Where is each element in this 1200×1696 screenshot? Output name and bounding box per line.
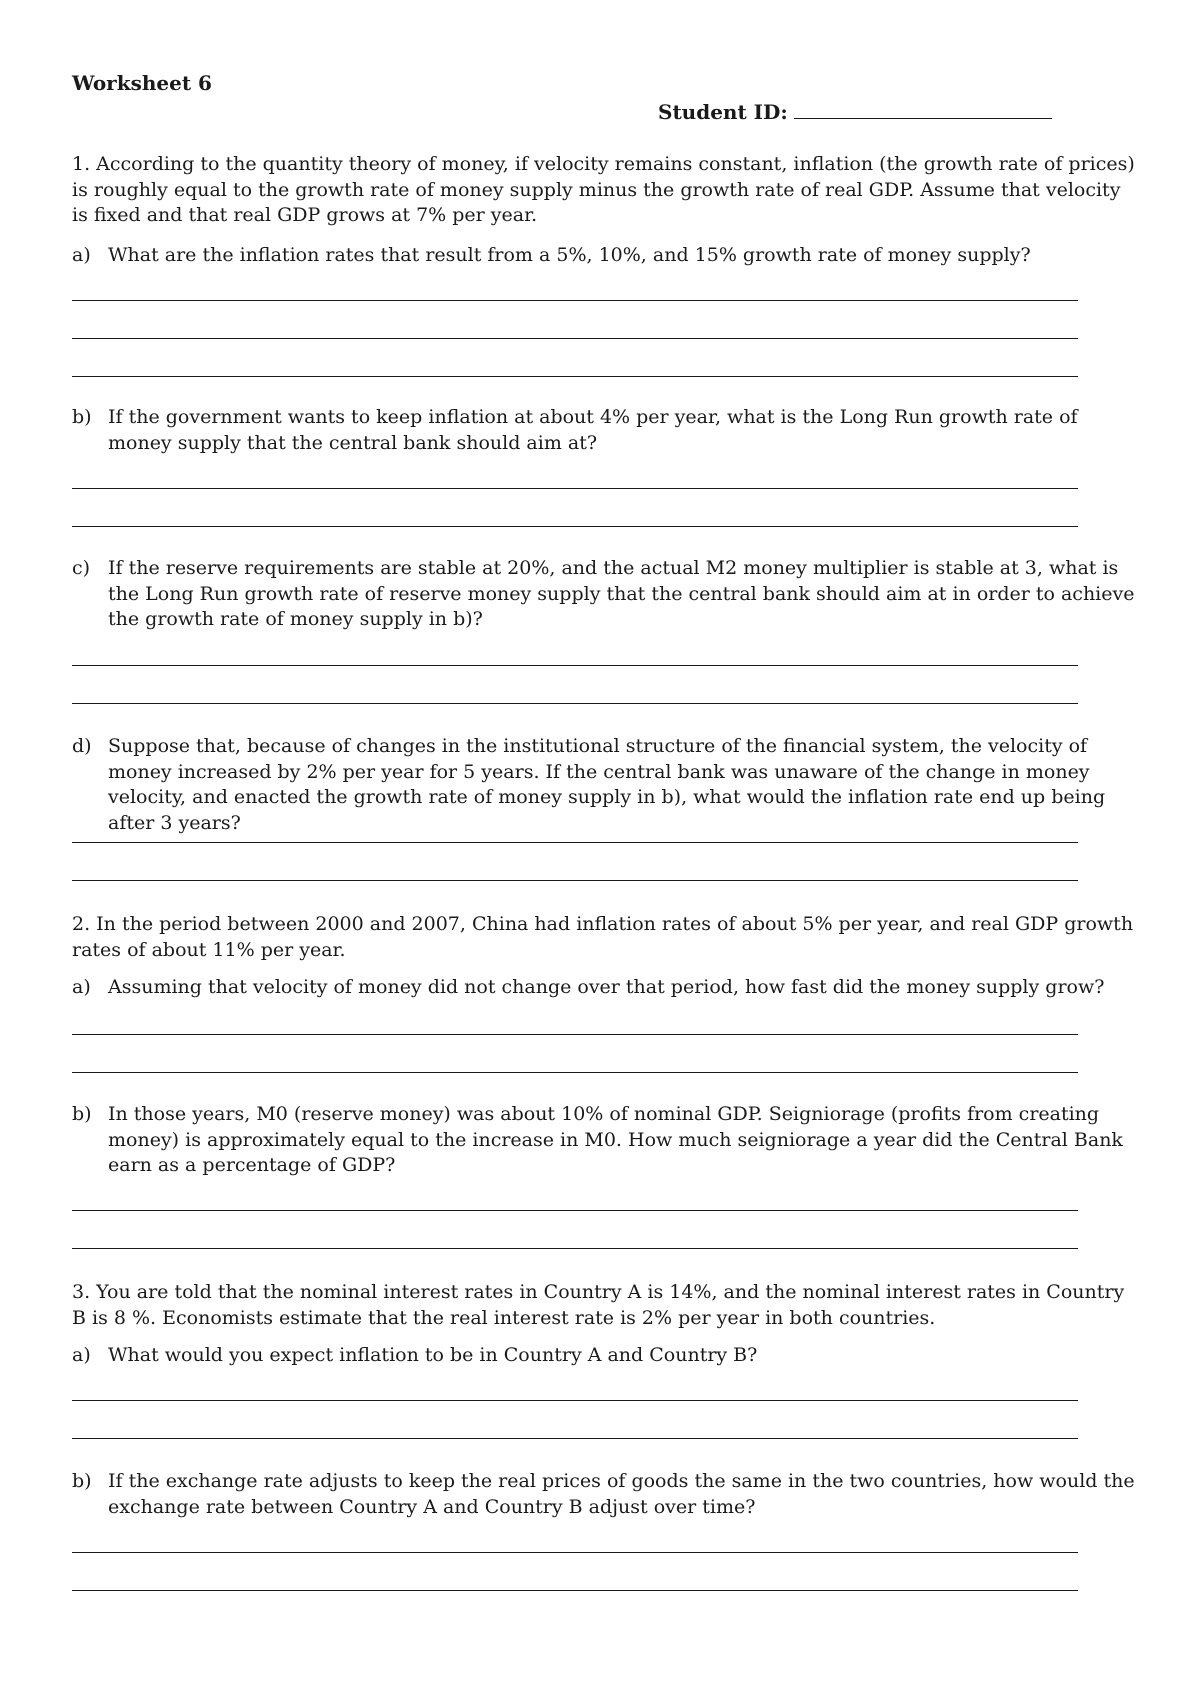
answer-line[interactable] <box>72 703 1078 704</box>
question-1b-letter: b) <box>72 406 92 428</box>
question-3b-text: If the exchange rate adjusts to keep the real prices of goods the same in the two countries, how would the exchange rate between Country A and Country B adjust over time? <box>108 1470 1135 1518</box>
question-2b-text: In those years, M0 (reserve money) was about 10% of nominal GDP. Seigniorage (profits from creating money) is approximately equal to the increase in M0. How much seigniorage a year did the Central Bank earn as a percentage of GDP? <box>108 1103 1123 1176</box>
student-id-label: Student ID: <box>658 100 788 124</box>
answer-line[interactable] <box>72 1400 1078 1401</box>
question-1b-text: If the government wants to keep inflation at about 4% per year, what is the Long Run growth rate of money supply that the central bank should aim at? <box>108 406 1078 454</box>
answer-line[interactable] <box>72 338 1078 339</box>
question-1d-text: Suppose that, because of changes in the institutional structure of the financial system, the velocity of money increased by 2% per year for 5 years. If the central bank was unaware of the change in money velocity, and enacted the growth rate of money supply in b), what would the inflation rate end up being after 3 years? <box>108 735 1106 834</box>
answer-line[interactable] <box>72 300 1078 301</box>
question-2b <box>72 1102 1142 1179</box>
answer-line[interactable] <box>72 665 1078 666</box>
question-2-text: 2. In the period between 2000 and 2007, China had inflation rates of about 5% per year, and real GDP growth rates of about 11% per year. <box>72 913 1134 961</box>
question-1c-letter: c) <box>72 557 91 579</box>
question-1c <box>72 556 1142 633</box>
question-3a-text: What would you expect inflation to be in Country A and Country B? <box>108 1344 758 1366</box>
answer-line[interactable] <box>72 1552 1078 1553</box>
question-2a-text: Assuming that velocity of money did not change over that period, how fast did the money supply grow? <box>108 976 1105 998</box>
question-1d-letter: d) <box>72 735 92 757</box>
answer-line[interactable] <box>72 880 1078 881</box>
question-3b-letter: b) <box>72 1470 92 1492</box>
question-1a <box>72 243 1142 269</box>
page-title: Worksheet 6 <box>72 71 212 95</box>
answer-line[interactable] <box>72 1248 1078 1249</box>
question-2a-letter: a) <box>72 976 91 998</box>
answer-line[interactable] <box>72 526 1078 527</box>
question-3a-letter: a) <box>72 1344 91 1366</box>
question-1a-text: What are the inflation rates that result from a 5%, 10%, and 15% growth rate of money supply? <box>108 244 1031 266</box>
question-1a-letter: a) <box>72 244 91 266</box>
question-1c-text: If the reserve requirements are stable at 20%, and the actual M2 money multiplier is stable at 3, what is the Long Run growth rate of reserve money supply that the central bank should aim at in order to achieve the growth rate of money supply in b)? <box>108 557 1135 630</box>
question-3a <box>72 1343 1142 1369</box>
answer-line[interactable] <box>72 376 1078 377</box>
answer-line[interactable] <box>72 1438 1078 1439</box>
answer-line[interactable] <box>72 488 1078 489</box>
answer-line[interactable] <box>72 842 1078 843</box>
answer-line[interactable] <box>72 1072 1078 1073</box>
answer-line[interactable] <box>72 1034 1078 1035</box>
answer-line[interactable] <box>72 1210 1078 1211</box>
question-2a <box>72 975 1142 1001</box>
student-id-blank[interactable] <box>794 98 1052 119</box>
student-id-field <box>658 98 1052 125</box>
question-2b-letter: b) <box>72 1103 92 1125</box>
question-1b <box>72 405 1142 456</box>
question-3-text: 3. You are told that the nominal interest rates in Country A is 14%, and the nominal interest rates in Country B is 8 %. Economists estimate that the real interest rate is 2% per year in both countries. <box>72 1281 1125 1329</box>
question-1d <box>72 734 1142 836</box>
question-3b <box>72 1469 1142 1520</box>
question-1-text: 1. According to the quantity theory of money, if velocity remains constant, inflation (the growth rate of prices) is roughly equal to the growth rate of money supply minus the growth rate of real GDP. Assume that velocity is fixed and that real GDP grows at 7% per year. <box>72 153 1135 226</box>
answer-line[interactable] <box>72 1590 1078 1591</box>
